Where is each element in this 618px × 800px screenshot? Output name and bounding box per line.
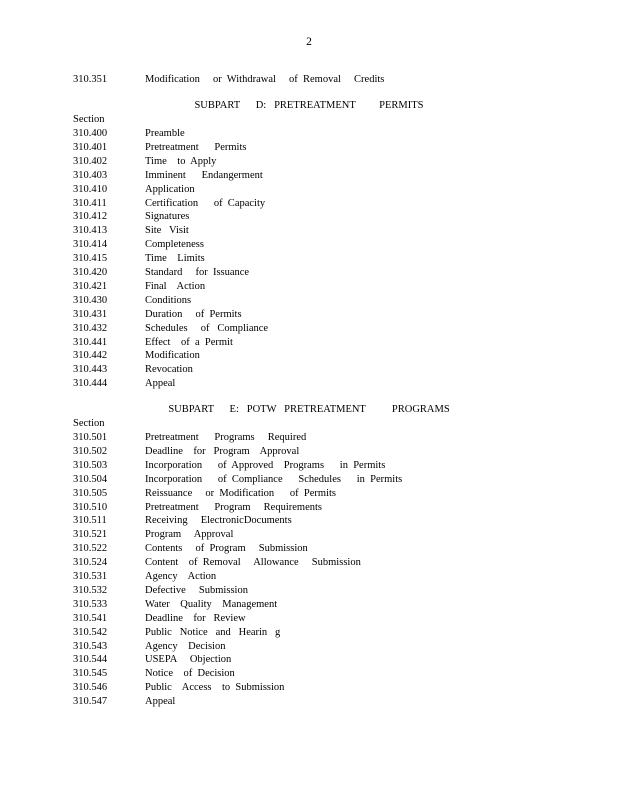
section-number: 310.403 <box>73 169 108 181</box>
section-title: Time to Apply <box>145 155 217 167</box>
section-title: Reissuance or Modification of Permits <box>145 487 337 499</box>
section-number: 310.402 <box>73 155 108 167</box>
section-number: 310.546 <box>73 682 108 694</box>
toc-entry <box>73 73 385 87</box>
section-number: 310.502 <box>73 445 108 457</box>
section-number: 310.413 <box>73 225 108 237</box>
section-number: 310.522 <box>73 543 108 555</box>
section-title: Incorporation of Approved Programs in Permits <box>145 459 386 471</box>
section-title: Modification or Withdrawal of Removal Credits <box>145 74 385 85</box>
section-title: Effect of a Permit <box>145 336 233 348</box>
section-number: 310.443 <box>73 364 108 376</box>
section-title: Site Visit <box>145 225 189 237</box>
section-title: Incorporation of Compliance Schedules in Permits <box>145 473 403 485</box>
subpart-e-heading: SUBPART E: POTW PRETREATMENT PROGRAMS <box>168 404 450 415</box>
section-number: 310.542 <box>73 626 108 638</box>
section-number: 310.524 <box>73 557 108 569</box>
section-number: 310.503 <box>73 459 108 471</box>
section-title: Deadline for Review <box>145 612 246 624</box>
section-title: Schedules of Compliance <box>145 322 269 334</box>
section-title: Deadline for Program Approval <box>145 445 300 457</box>
section-number: 310.441 <box>73 336 108 348</box>
section-number: 310.511 <box>73 515 107 527</box>
section-title: Appeal <box>145 378 176 390</box>
subpart-d-heading: SUBPART D: PRETREATMENT PERMITS <box>194 100 424 111</box>
section-number: 310.541 <box>73 612 108 624</box>
section-title: Pretreatment Programs Required <box>145 432 307 443</box>
section-title: Agency Action <box>145 571 217 582</box>
page-number: 2 <box>306 36 312 48</box>
section-number: 310.532 <box>73 584 108 596</box>
section-number: 310.401 <box>73 141 108 153</box>
section-title: Conditions <box>145 294 192 306</box>
section-title: Standard for Issuance <box>145 267 250 278</box>
section-title: Completeness <box>145 239 204 251</box>
section-title: Application <box>145 183 195 195</box>
section-number: 310.442 <box>73 350 108 362</box>
section-number: 310.432 <box>73 322 108 334</box>
section-title: Revocation <box>145 364 193 376</box>
section-title: Time Limits <box>145 253 205 265</box>
section-number: 310.510 <box>73 501 108 513</box>
section-title: Final Action <box>145 280 206 292</box>
section-number: 310.505 <box>73 487 108 499</box>
section-title: Public Notice and Hearin g <box>145 626 281 638</box>
section-number: 310.412 <box>73 211 108 223</box>
section-number: 310.351 <box>73 74 108 85</box>
section-number: 310.547 <box>73 696 108 708</box>
section-column-label: Section <box>73 418 105 429</box>
section-number: 310.444 <box>73 378 108 390</box>
section-number: 310.531 <box>73 571 108 582</box>
section-title: Program Approval <box>145 529 234 541</box>
section-number: 310.544 <box>73 654 108 666</box>
section-title: Content of Removal Allowance Submission <box>145 557 361 569</box>
section-title: Preamble <box>145 128 185 139</box>
section-title: Contents of Program Submission <box>145 543 308 555</box>
section-number: 310.410 <box>73 183 108 195</box>
section-title: Pretreatment Permits <box>145 141 247 153</box>
section-number: 310.431 <box>73 308 108 320</box>
section-number: 310.414 <box>73 239 108 251</box>
section-number: 310.400 <box>73 128 108 139</box>
section-title: Appeal <box>145 696 176 708</box>
section-title: Pretreatment Program Requirements <box>145 501 322 513</box>
section-number: 310.411 <box>73 197 107 209</box>
section-title: Public Access to Submission <box>145 682 285 694</box>
section-title: Notice of Decision <box>145 668 235 680</box>
section-title: Modification <box>145 350 200 362</box>
section-title: Duration of Permits <box>145 308 242 320</box>
section-title: USEPA Objection <box>145 654 232 666</box>
section-number: 310.545 <box>73 668 108 680</box>
section-number: 310.504 <box>73 473 108 485</box>
section-number: 310.421 <box>73 280 108 292</box>
section-column-label: Section <box>73 114 105 125</box>
section-number: 310.543 <box>73 640 108 652</box>
section-title: Defective Submission <box>145 584 248 596</box>
section-title: Imminent Endangerment <box>145 169 263 181</box>
section-title: Receiving ElectronicDocuments <box>145 515 292 527</box>
section-number: 310.501 <box>73 432 108 443</box>
section-title: Signatures <box>145 211 190 223</box>
section-number: 310.521 <box>73 529 108 541</box>
section-title: Certification of Capacity <box>145 197 266 209</box>
section-number: 310.415 <box>73 253 108 265</box>
section-number: 310.430 <box>73 294 108 306</box>
section-number: 310.420 <box>73 267 108 278</box>
section-title: Water Quality Management <box>145 598 278 610</box>
section-title: Agency Decision <box>145 640 226 652</box>
section-number: 310.533 <box>73 598 108 610</box>
